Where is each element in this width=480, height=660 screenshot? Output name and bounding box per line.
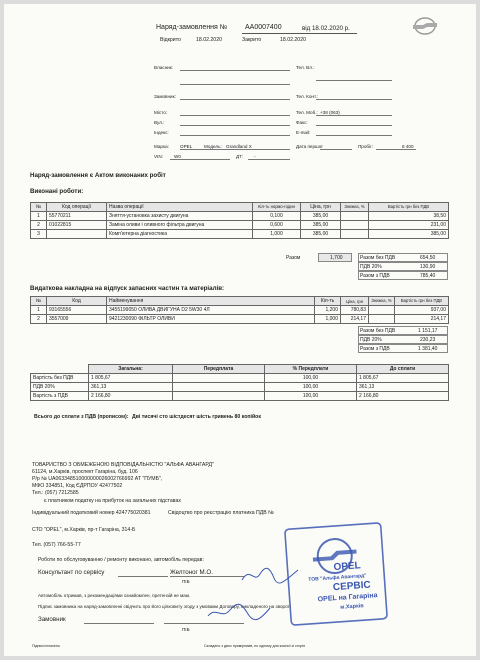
received-text: Автомобіль отримав, з рекомендаціями ознайомлен, претензій не маю. — [38, 593, 191, 598]
agreement-text: Підпис замовника на наряд-замовленні свідчить про його цілковиту згоду з умовами Договору, викладеного на звороті — [38, 604, 291, 609]
closed-label: Закрито — [242, 37, 262, 43]
table-row — [31, 383, 449, 392]
parts-sum-label-3: Разом з ПДВ — [360, 346, 390, 352]
parts-sum-value-1: 1 151,17 — [418, 328, 438, 334]
parts-sum-label-2: ПДВ 20% — [360, 337, 382, 343]
brand-label: Марка: — [154, 144, 169, 149]
works-col-code: Код операції — [47, 203, 107, 212]
customer-pib: ПІБ — [182, 627, 190, 632]
cell: 1 805,67 — [357, 374, 449, 383]
summary-col-total: Загальна: — [89, 365, 173, 374]
cell: 1,000 — [315, 315, 341, 324]
email-label: E-mail: — [296, 130, 311, 135]
opened-label: Відкрито — [160, 37, 181, 43]
model-value: Grandland X — [226, 144, 252, 149]
cell: 3557009 — [47, 315, 107, 324]
company-address: 61124, м.Харків, проспект Гагаріна, буд. 106 — [32, 469, 138, 475]
vin-label: VIN: — [154, 154, 163, 159]
summary-header-row — [31, 365, 449, 374]
cell: Вартість без ПДВ — [31, 374, 89, 383]
cell: 9421230090 ФІЛЬТР ОЛИВИ — [107, 315, 315, 324]
brand-value: OPEL — [180, 144, 193, 149]
cell: 361,13 — [89, 383, 173, 392]
cell — [173, 374, 265, 383]
index-label: Індекс: — [154, 130, 169, 135]
mileage-value: 8 400 — [402, 144, 414, 149]
works-sum-label-1: Разом без ПДВ — [360, 255, 396, 261]
company-mfo: МФО 334851, Код ЄДРПОУ 42477502 — [32, 483, 123, 489]
opel-logo-icon — [412, 16, 438, 36]
works-col-name: Назва операції — [107, 203, 253, 212]
cell: 93165556 — [47, 306, 107, 315]
cell: 780,83 — [341, 306, 369, 315]
parts-col-price: Ціна, грн — [341, 297, 369, 306]
table-row — [31, 306, 449, 315]
works-col-num: № — [31, 203, 47, 212]
cell: 361,13 — [357, 383, 449, 392]
company-ipn: Індивідуальний податковий номер 424775020381 — [32, 510, 151, 516]
fax-label: Факс: — [296, 120, 308, 125]
company-cert: Свідоцтво про реєстрацію платника ПДВ № — [168, 510, 274, 516]
total-words-label: Всього до сплати з ПДВ (прописом): — [34, 414, 129, 420]
cell: 3 — [31, 230, 47, 239]
consultant-name: Желтоног М.О. — [170, 569, 213, 576]
cell: 937,00 — [395, 306, 449, 315]
cell: Зняття-установка захисту двигуна — [107, 212, 253, 221]
parts-col-cost: Вартість грн без ПДВ — [395, 297, 449, 306]
total-words: Дві тисячі сто шістдесят шість гривень 80 копійок — [132, 414, 261, 420]
works-total-hours: 1,700 — [330, 255, 343, 261]
mileage-label: Пробіг: — [358, 144, 374, 149]
table-row — [31, 315, 449, 324]
table-row — [31, 212, 449, 221]
cell: 214,17 — [341, 315, 369, 324]
stamp-city: м.Харків — [340, 603, 364, 611]
cell — [369, 306, 395, 315]
mobile-value: +38 (063) — [320, 110, 340, 115]
cell: 1,200 — [315, 306, 341, 315]
customer-sign-label: Замовник — [38, 616, 66, 623]
opened-date: 18.02.2020 — [196, 37, 222, 43]
table-row — [31, 392, 449, 401]
city-label: Місто: — [154, 110, 168, 115]
cell: Комп'ютерна діагностика — [107, 230, 253, 239]
act-title: Наряд-замовлення є Актом виконаних робіт — [30, 172, 166, 179]
cell — [173, 392, 265, 401]
cell: 1,000 — [253, 230, 301, 239]
cell: 3455199050 ОЛИВА ДВИГУНА D2 5W30 4Л — [107, 306, 315, 315]
customer-signature — [204, 602, 274, 624]
works-header-row — [31, 203, 449, 212]
works-col-discount: Знижка, % — [341, 203, 369, 212]
summary-col-due: До сплати — [357, 365, 449, 374]
works-sum-label-2: ПДВ 20% — [360, 264, 382, 270]
footer-right: Складено з двох примірників, по одному для кожної зі сторін — [204, 644, 306, 648]
parts-col-num: № — [31, 297, 47, 306]
sto-address: СТО "OPEL", м.Харків, пр-т Гагаріна, 314-Б — [32, 527, 136, 533]
model-label: Модель: — [204, 144, 222, 149]
plate-label: ДТ: — [236, 154, 244, 159]
cell: 100,00 — [265, 374, 357, 383]
cell — [369, 315, 395, 324]
customer-contact-label: Тел. Конт.: — [296, 94, 319, 99]
vin-value: W0 — [174, 154, 181, 159]
works-title: Виконані роботи: — [30, 188, 84, 195]
cell: 100,00 — [265, 392, 357, 401]
parts-header-row — [31, 297, 449, 306]
table-row — [31, 230, 449, 239]
cell: ПДВ 20% — [31, 383, 89, 392]
company-tax-status: є платником податку на прибуток на загальних підставах — [44, 498, 181, 504]
consultant-signature — [240, 564, 300, 586]
company-phone: Тел.: (057) 7212585 — [32, 490, 79, 496]
summary-col-prepay-pct: % Передплати — [265, 365, 357, 374]
plate-value: - — [254, 154, 256, 159]
cell: 0,100 — [253, 212, 301, 221]
cell: 01022815 — [47, 221, 107, 230]
cell: 55770211 — [47, 212, 107, 221]
cell: 2 — [31, 221, 47, 230]
cell — [341, 230, 369, 239]
summary-table — [30, 364, 449, 401]
cell: Заміна оливи і оливного фільтра двигуна — [107, 221, 253, 230]
order-date: від 18.02.2020 р. — [302, 25, 350, 32]
works-sum-label-3: Разом з ПДВ — [360, 273, 390, 279]
cell: 38,50 — [369, 212, 449, 221]
cell: 1 805,67 — [89, 374, 173, 383]
company-account: Р/р № UA063348510000000026002766992 АТ "ПУМБ", — [32, 476, 163, 482]
cell: 2 — [31, 315, 47, 324]
parts-col-name: Найменування — [107, 297, 315, 306]
cell: 2 166,80 — [357, 392, 449, 401]
order-number: AA0007400 — [245, 24, 282, 31]
works-table — [30, 202, 449, 239]
footer-left: Підпис/сплачено — [32, 644, 60, 648]
works-sum-value-2: 130,90 — [420, 264, 436, 270]
cell: Вартість з ПДВ — [31, 392, 89, 401]
works-sum-value-3: 785,40 — [420, 273, 436, 279]
stamp-top: ТОВ "Альфа Авангард" — [308, 572, 367, 583]
parts-title: Видаткова накладна на відпуск запасних частин та матеріалів: — [30, 285, 225, 292]
payer-label: Власник: — [154, 65, 173, 70]
parts-table — [30, 296, 449, 324]
street-label: Вул.: — [154, 120, 165, 125]
stamp-brand: OPEL — [333, 560, 362, 574]
order-document — [4, 4, 476, 656]
cell: 0,600 — [253, 221, 301, 230]
works-col-cost: Вартість грн без ПДВ — [369, 203, 449, 212]
cell: 231,00 — [369, 221, 449, 230]
table-row — [31, 374, 449, 383]
summary-col-blank — [31, 365, 89, 374]
payer-phone-label: Тел. Вл.: — [296, 65, 315, 70]
parts-col-discount: Знижка, % — [369, 297, 395, 306]
cell: 100,00 — [265, 383, 357, 392]
sto-phone: Тел. (057) 766-55-77 — [32, 542, 81, 548]
works-total-label: Разом — [286, 255, 301, 261]
cell: 1 — [31, 212, 47, 221]
company-name: ТОВАРИСТВО З ОБМЕЖЕНОЮ ВІДПОВІДАЛЬНІСТЮ "АЛЬФА АВАНГАРД" — [32, 462, 214, 468]
cell — [173, 383, 265, 392]
parts-sum-value-3: 1 381,40 — [418, 346, 438, 352]
works-col-price: Ціна, грн — [301, 203, 341, 212]
cell: 214,17 — [395, 315, 449, 324]
consultant-pib: ПІБ — [182, 579, 190, 584]
stamp-bottom: OPEL на Гагаріна — [317, 592, 378, 604]
parts-col-code: Код — [47, 297, 107, 306]
works-sum-value-1: 654,50 — [420, 255, 436, 261]
summary-col-prepay: Передплата — [173, 365, 265, 374]
table-row — [31, 221, 449, 230]
cell — [341, 221, 369, 230]
mobile-label: Тел. Моб.: — [296, 110, 318, 115]
cell: 2 166,80 — [89, 392, 173, 401]
cell: 385,00 — [301, 212, 341, 221]
cell: 385,00 — [369, 230, 449, 239]
order-title: Наряд-замовлення № — [156, 24, 228, 31]
cell — [47, 230, 107, 239]
work-done-text: Роботи по обслуговуванню / ремонту виконано, автомобіль передав: — [38, 557, 204, 563]
cell — [341, 212, 369, 221]
parts-col-qty: Кіл-ть — [315, 297, 341, 306]
parts-sum-label-1: Разом без ПДВ — [360, 328, 396, 334]
consultant-label: Консультант по сервісу — [38, 569, 105, 576]
cell: 1 — [31, 306, 47, 315]
reg-date-label: Дата першої — [296, 144, 323, 149]
customer-label: Замовник: — [154, 94, 176, 99]
parts-sum-value-2: 230,23 — [420, 337, 436, 343]
closed-date: 18.02.2020 — [280, 37, 306, 43]
stamp-service: СЕРВІС — [332, 579, 372, 594]
cell: 385,00 — [301, 230, 341, 239]
works-col-hours: Кіл-ть нормо-годин — [253, 203, 301, 212]
cell: 385,00 — [301, 221, 341, 230]
